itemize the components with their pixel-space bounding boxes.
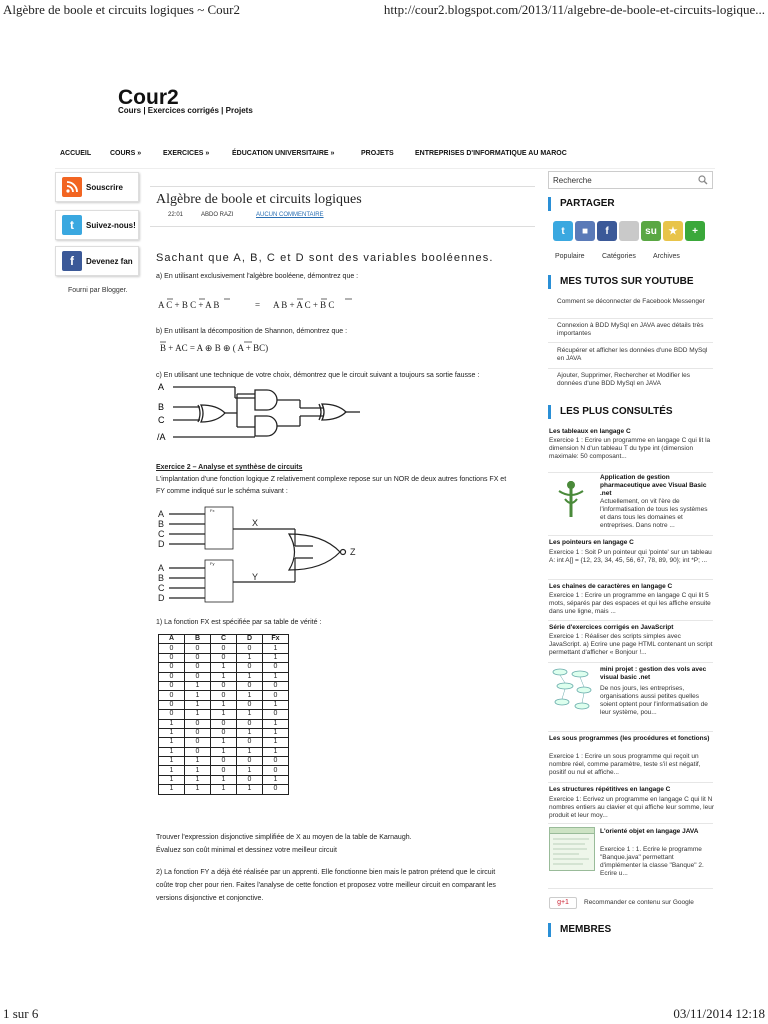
truth-table-cell: 0 — [263, 710, 289, 719]
popular-post-snippet: Exercice 1 : Ecrire un programme en langage C qui lit 5 mots, séparés par des espaces et qui les affiche ensuite dans une ligne, mais ... — [549, 592, 711, 615]
print-page-url: http://cour2.blogspot.com/2013/11/algebre-de-boole-et-circuits-logique... — [383, 2, 765, 17]
truth-table-cell: 0 — [211, 719, 237, 728]
exercise-2-title: Exercice 2 – Analyse et synthèse de circuits — [156, 464, 303, 471]
truth-table-cell: 1 — [185, 775, 211, 784]
truth-table-cell: 0 — [263, 681, 289, 690]
youtube-item[interactable]: Comment se déconnecter de Facebook Messenger — [557, 298, 705, 305]
truth-table-cell: 0 — [211, 766, 237, 775]
truth-table-cell: 1 — [263, 644, 289, 653]
popular-post-title[interactable]: L'orienté objet en langage JAVA — [600, 828, 699, 835]
youtube-heading: MES TUTOS SUR YOUTUBE — [548, 275, 694, 289]
youtube-divider — [548, 342, 713, 343]
follow-twitter-button[interactable] — [55, 210, 139, 240]
popular-post-title[interactable]: mini projet : gestion des vols avec visual basic .net — [600, 666, 707, 681]
fy-input-d: D — [158, 593, 165, 603]
truth-table-cell: 1 — [159, 766, 185, 775]
truth-table-cell: 1 — [185, 785, 211, 794]
truth-table-cell: 0 — [159, 653, 185, 662]
fan-label: Devenez fan — [86, 256, 133, 266]
facebook-icon: f — [62, 251, 82, 271]
truth-table-cell: 1 — [263, 700, 289, 709]
question-2-line-3: versions disjonctive et conjonctive. — [156, 895, 264, 902]
nav-item-accueil[interactable]: ACCUEIL — [60, 150, 92, 157]
truth-table-cell: 0 — [185, 672, 211, 681]
facebook-fan-button[interactable] — [55, 246, 139, 276]
popular-post-title[interactable]: Les sous programmes (les procédures et fonctions) — [549, 735, 710, 742]
truth-table-row — [159, 728, 289, 737]
youtube-item[interactable]: Connexion à BDD MySql en JAVA avec détails très importantes — [557, 322, 704, 337]
popular-post-snippet: Exercice 1 : Réaliser des scripts simples avec JavaScript. a) Ecrire une page HTML contenant un script permettant d'afficher « Bonjour !... — [549, 633, 713, 656]
question-a: a) En utilisant exclusivement l'algèbre booléene, démontrez que : — [156, 273, 359, 280]
truth-table-cell: 1 — [159, 785, 185, 794]
col-header-c: C — [211, 635, 237, 644]
truth-table-cell: 0 — [263, 785, 289, 794]
twitter-share-icon[interactable]: t — [553, 221, 573, 241]
truth-table-cell: 1 — [263, 738, 289, 747]
truth-table-cell: 1 — [185, 681, 211, 690]
popular-divider — [548, 579, 713, 580]
question-b: b) En utilisant la décomposition de Shannon, démontrez que : — [156, 328, 348, 335]
truth-table-cell: 1 — [263, 653, 289, 662]
subscribe-button[interactable] — [55, 172, 139, 202]
search-input-value: Recherche — [553, 176, 592, 185]
truth-table-cell: 1 — [159, 738, 185, 747]
popular-post-title[interactable]: Série d'exercices corrigés en JavaScript — [549, 624, 674, 631]
circuit-1-input-nota: /A — [157, 432, 166, 442]
popular-heading: LES PLUS CONSULTÉS — [548, 405, 673, 419]
popular-post-title[interactable]: Les pointeurs en langage C — [549, 539, 634, 546]
question-c: c) En utilisant une technique de votre choix, démontrez que le circuit suivant a toujours sa sortie fausse : — [156, 372, 480, 379]
out-y: Y — [252, 572, 259, 582]
print-header — [0, 0, 768, 20]
truth-table-cell: 1 — [237, 653, 263, 662]
truth-table-cell: 0 — [211, 728, 237, 737]
truth-table-cell: 0 — [237, 681, 263, 690]
truth-table-row — [159, 691, 289, 700]
truth-table-cell: 1 — [211, 672, 237, 681]
main-nav — [60, 150, 720, 162]
popular-divider — [548, 782, 713, 783]
equation-2-overlines — [158, 340, 288, 346]
truth-table-cell: 1 — [237, 747, 263, 756]
truth-table-cell: 0 — [159, 672, 185, 681]
truth-table-row — [159, 710, 289, 719]
truth-table-row — [159, 785, 289, 794]
truth-table-cell: 1 — [185, 691, 211, 700]
truth-table-cell: 1 — [263, 747, 289, 756]
post-title[interactable]: Algèbre de boole et circuits logiques — [156, 192, 362, 207]
popular-post-snippet: De nos jours, les entreprises, organisations aussi petites quelles soient optent pour l'informatisation de leur système, pou... — [600, 685, 708, 716]
truth-table-cell: 0 — [237, 738, 263, 747]
tab-populaire[interactable]: Populaire — [555, 253, 585, 260]
question-1: 1) La fonction FX est spécifiée par sa table de vérité : — [156, 619, 322, 626]
popular-post-snippet: Exercice 1 : 1. Ecrire le programme "Banque.java" permettant d'implémenter la classe "Banque" 2. Ecrire u... — [600, 846, 704, 877]
truth-table-cell: 1 — [237, 691, 263, 700]
truth-table-cell: 0 — [211, 681, 237, 690]
truth-table-cell: 1 — [237, 728, 263, 737]
truth-table — [158, 634, 289, 795]
truth-table-cell: 0 — [159, 681, 185, 690]
post-top-rule — [150, 186, 535, 187]
popular-divider — [548, 472, 713, 473]
print-footer — [0, 1004, 768, 1024]
truth-table-cell: 1 — [263, 728, 289, 737]
truth-table-row — [159, 719, 289, 728]
popular-divider — [548, 535, 713, 536]
circuit-2-diagram — [155, 502, 365, 604]
truth-table-cell: 1 — [211, 747, 237, 756]
popular-post-snippet: Exercice 1 : Ecrire un sous programme qui reçoit un nombre réel, comme paramètre, teste s'il est négatif, positif ou nul et affiche... — [549, 753, 701, 776]
fy-input-a: A — [158, 563, 165, 573]
google-plus-button[interactable]: g+1 — [549, 897, 577, 909]
out-z: Z — [350, 547, 356, 557]
popular-divider — [548, 731, 713, 732]
truth-table-cell: 0 — [159, 691, 185, 700]
tab-archives[interactable]: Archives — [653, 253, 680, 260]
truth-table-cell: 0 — [263, 691, 289, 700]
truth-table-cell: 0 — [263, 766, 289, 775]
popular-divider — [548, 823, 713, 824]
truth-table-cell: 1 — [263, 672, 289, 681]
nav-item-projets[interactable]: PROJETS — [361, 150, 394, 157]
flight-project-thumbnail[interactable] — [550, 664, 596, 712]
favorite-share-icon[interactable]: ★ — [663, 221, 683, 241]
partager-heading: PARTAGER — [548, 197, 615, 211]
truth-table-cell: 0 — [263, 757, 289, 766]
out-x: X — [252, 518, 259, 528]
facebook-share-icon[interactable]: f — [597, 221, 617, 241]
truth-table-cell: 0 — [185, 644, 211, 653]
tab-categories[interactable]: Catégories — [602, 253, 636, 260]
youtube-item[interactable]: Ajouter, Supprimer, Rechercher et Modifier les données d'une BDD MySql en JAVA — [557, 372, 690, 387]
truth-table-cell: 1 — [211, 785, 237, 794]
share-icons — [553, 221, 705, 241]
truth-table-header — [159, 635, 289, 644]
truth-table-cell: 1 — [211, 700, 237, 709]
youtube-item[interactable]: Récupérer et afficher les données d'une BDD MySql en JAVA — [557, 347, 708, 362]
truth-table-cell: 0 — [185, 728, 211, 737]
truth-table-row — [159, 681, 289, 690]
truth-table-cell: 1 — [211, 663, 237, 672]
equation-1-overlines — [155, 297, 365, 303]
truth-table-cell: 1 — [159, 775, 185, 784]
circuit-1-input-a: A — [158, 382, 165, 392]
popular-post-title[interactable]: Les tableaux en langage C — [549, 428, 631, 435]
apple-share-icon[interactable] — [619, 221, 639, 241]
truth-table-cell: 1 — [185, 710, 211, 719]
print-date: 03/11/2014 12:18 — [673, 1006, 765, 1021]
fx-block-label: Fx — [210, 508, 215, 513]
fx-input-b: B — [158, 519, 165, 529]
truth-table-cell: 0 — [263, 663, 289, 672]
print-page-number: 1 sur 6 — [3, 1006, 39, 1021]
popular-post-snippet: Exercice 1: Ecrivez un programme en langage C qui lit N nombres entiers au clavier et qui affiche leur somme, leur produit et leur moy... — [549, 796, 714, 819]
nav-item-exercices[interactable]: EXERCICES » — [163, 150, 210, 157]
stumbleupon-share-icon[interactable]: su — [641, 221, 661, 241]
truth-table-row — [159, 663, 289, 672]
truth-table-cell: 0 — [185, 747, 211, 756]
question-2-line-2: coûte trop cher pour rien. Faites l'analyse de cette fonction et proposez votre meilleur circuit en comparant les — [156, 882, 496, 889]
powered-by[interactable]: Fourni par Blogger. — [68, 287, 128, 294]
truth-table-cell: 1 — [237, 672, 263, 681]
truth-table-cell: 1 — [263, 775, 289, 784]
equation-1-left: A C + B C + A B — [158, 300, 220, 310]
truth-table-cell: 1 — [211, 775, 237, 784]
fy-block-label: Fy — [210, 561, 215, 566]
col-header-fx: Fx — [263, 635, 289, 644]
youtube-divider — [548, 368, 713, 369]
truth-table-row — [159, 653, 289, 662]
truth-table-row — [159, 672, 289, 681]
truth-table-cell: 1 — [211, 738, 237, 747]
delicious-share-icon[interactable]: ■ — [575, 221, 595, 241]
equation-1-right: A B + A C + B C — [273, 300, 335, 310]
search-icon[interactable] — [698, 175, 708, 185]
truth-table-cell: 0 — [211, 691, 237, 700]
truth-table-cell: 1 — [185, 766, 211, 775]
truth-table-row — [159, 757, 289, 766]
col-header-b: B — [185, 635, 211, 644]
blog-title[interactable]: Cour2 — [118, 86, 179, 109]
post-intro: Sachant que A, B, C et D sont des variables booléennes. — [156, 252, 494, 264]
search-input[interactable] — [548, 171, 713, 189]
truth-table-cell: 1 — [185, 757, 211, 766]
print-page-title: Algèbre de boole et circuits logiques ~ Cour2 — [3, 2, 241, 17]
fy-input-c: C — [158, 583, 165, 593]
truth-table-cell: 0 — [185, 719, 211, 728]
truth-table-cell: 1 — [185, 700, 211, 709]
post-author[interactable]: ABDO RAZI — [201, 212, 234, 218]
popular-divider — [548, 888, 713, 889]
more-share-icon[interactable]: + — [685, 221, 705, 241]
truth-table-row — [159, 700, 289, 709]
circuit-1-input-c: C — [158, 415, 165, 425]
circuit-1-diagram — [155, 380, 365, 442]
truth-table-cell: 0 — [237, 663, 263, 672]
question-2-line-1: 2) La fonction FY a déjà été réalisée par un apprenti. Elle fonctionne bien mais le patron prétend que le circuit — [156, 869, 496, 876]
exercise-2-line-1: L'implantation d'une fonction logique Z relativement complexe repose sur un NOR de deux autres fonctions FX et — [156, 476, 507, 483]
follow-label: Suivez-nous! — [86, 220, 136, 230]
col-header-a: A — [159, 635, 185, 644]
truth-table-cell: 0 — [211, 757, 237, 766]
col-header-d: D — [237, 635, 263, 644]
after-table-line-2: Évaluez son coût minimal et dessinez votre meilleur circuit — [156, 847, 337, 854]
post-comments-link[interactable]: AUCUN COMMENTAIRE — [256, 212, 324, 218]
blog-description: Cours | Exercices corrigés | Projets — [118, 106, 253, 115]
fx-input-a: A — [158, 509, 165, 519]
nav-item-education[interactable]: ÉDUCATION UNIVERSITAIRE » — [232, 150, 335, 157]
popular-post-snippet: Exercice 1 : Soit P un pointeur qui 'pointe' sur un tableau A: int A[] = {12, 23, 34, 45, 56, 67, 78, 89, 90}; int *P; ... — [549, 549, 712, 564]
truth-table-cell: 0 — [185, 663, 211, 672]
truth-table-cell: 1 — [159, 719, 185, 728]
truth-table-cell: 1 — [263, 719, 289, 728]
circuit-1-input-b: B — [158, 402, 165, 412]
post-meta-divider — [150, 226, 535, 227]
truth-table-cell: 0 — [185, 738, 211, 747]
popular-post-title[interactable]: Application de gestion pharmaceutique avec Visual Basic .net — [600, 474, 707, 497]
truth-table-cell: 1 — [237, 766, 263, 775]
truth-table-cell: 0 — [237, 757, 263, 766]
truth-table-row — [159, 644, 289, 653]
truth-table-cell: 0 — [237, 644, 263, 653]
truth-table-cell: 0 — [237, 775, 263, 784]
youtube-divider — [548, 318, 713, 319]
fy-input-b: B — [158, 573, 165, 583]
popular-post-snippet: Exercice 1 : Ecrire un programme en langage C qui lit la dimension N d'un tableau T du type int (dimension maximale: 50 composant... — [549, 437, 711, 460]
truth-table-cell: 0 — [211, 653, 237, 662]
truth-table-cell: 1 — [159, 747, 185, 756]
truth-table-cell: 0 — [185, 653, 211, 662]
nav-divider — [55, 168, 715, 169]
nav-item-cours[interactable]: COURS » — [110, 150, 142, 157]
truth-table-cell: 0 — [237, 700, 263, 709]
truth-table-cell: 0 — [159, 644, 185, 653]
truth-table-cell: 1 — [237, 785, 263, 794]
truth-table-cell: 0 — [211, 644, 237, 653]
truth-table-cell: 0 — [159, 700, 185, 709]
truth-table-cell: 1 — [237, 710, 263, 719]
equation-1-equals: = — [255, 300, 261, 310]
equation-2: B + AC = A ⊕ B ⊕ ( A + BC) — [160, 343, 269, 353]
popular-post-title[interactable]: Les chaînes de caractères en langage C — [549, 583, 673, 590]
truth-table-cell: 1 — [159, 757, 185, 766]
popular-post-title[interactable]: Les structures répétitives en langage C — [549, 786, 671, 793]
popular-post-snippet: Actuellement, on vit l'ère de l'informatisation de tous les systèmes et dans tous les domaines et entreprises. Dans notre ... — [600, 498, 708, 529]
exercise-2-line-2: FY comme indiqué sur le schéma suivant : — [156, 488, 288, 495]
google-plus-text: Recommander ce contenu sur Google — [584, 899, 694, 906]
truth-table-cell: 1 — [159, 728, 185, 737]
popular-divider — [548, 620, 713, 621]
popular-divider — [548, 662, 713, 663]
truth-table-cell: 0 — [237, 719, 263, 728]
subscribe-label: Souscrire — [86, 182, 123, 192]
post-time[interactable]: 22:01 — [168, 212, 184, 218]
truth-table-row — [159, 775, 289, 784]
java-oop-thumbnail[interactable] — [549, 827, 595, 871]
truth-table-row — [159, 747, 289, 756]
nav-item-entreprises[interactable]: ENTREPRISES D'INFORMATIQUE AU MAROC — [415, 150, 567, 157]
rss-icon — [62, 177, 82, 197]
twitter-icon: t — [62, 215, 82, 235]
truth-table-cell: 1 — [211, 710, 237, 719]
members-heading: MEMBRES — [548, 923, 611, 937]
after-table-line-1: Trouver l'expression disjonctive simplifiée de X au moyen de la table de Karnaugh. — [156, 834, 412, 841]
truth-table-row — [159, 766, 289, 775]
fx-input-c: C — [158, 529, 165, 539]
truth-table-cell: 0 — [159, 663, 185, 672]
truth-table-cell: 0 — [159, 710, 185, 719]
fx-input-d: D — [158, 539, 165, 549]
pharmacy-thumbnail[interactable] — [551, 477, 591, 521]
truth-table-row — [159, 738, 289, 747]
